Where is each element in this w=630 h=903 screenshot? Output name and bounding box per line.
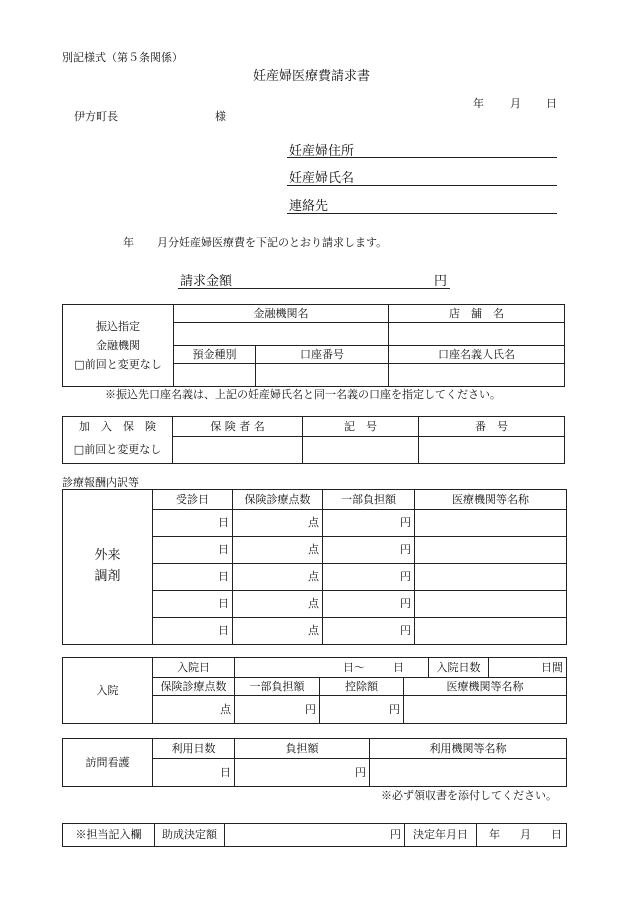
- date-year: 年: [473, 97, 484, 110]
- outpatient-facility-field[interactable]: [415, 510, 567, 537]
- bank-branch-field[interactable]: [389, 323, 565, 346]
- bank-account-number-field[interactable]: [256, 364, 389, 387]
- outpatient-header-date: 受診日: [153, 490, 233, 510]
- inpatient-days-field[interactable]: 日間: [489, 658, 567, 678]
- bank-same-checkbox[interactable]: □前回と変更なし: [74, 358, 162, 372]
- outpatient-side-label: 外来 調剤: [63, 490, 153, 645]
- form-reference: 別記様式（第５条関係）: [62, 51, 183, 64]
- visiting-nursing-facility-header: 利用機関等名称: [370, 739, 567, 759]
- outpatient-table: [62, 489, 567, 645]
- bank-side-label: 振込指定 金融機関 □前回と変更なし: [63, 305, 174, 387]
- insurance-number-header: 番 号: [419, 417, 565, 437]
- insurance-symbol-field[interactable]: [303, 437, 419, 464]
- insurance-table: [62, 416, 565, 464]
- insurance-insurer-field[interactable]: [173, 437, 303, 464]
- inpatient-deduction-field[interactable]: 円: [320, 696, 404, 724]
- office-subsidy-field[interactable]: 円: [225, 824, 405, 847]
- inpatient-days-label: 入院日数: [429, 658, 489, 678]
- bank-institution-header: 金融機関名: [174, 305, 389, 323]
- applicant-address-line[interactable]: [287, 157, 557, 158]
- outpatient-day-field[interactable]: 日: [153, 564, 233, 591]
- applicant-name-line[interactable]: [287, 185, 557, 186]
- visiting-nursing-days-header: 利用日数: [153, 739, 235, 759]
- outpatient-facility-field[interactable]: [415, 564, 567, 591]
- bank-table: [62, 304, 565, 387]
- outpatient-day-field[interactable]: 日: [153, 618, 233, 645]
- bank-institution-field[interactable]: [174, 323, 389, 346]
- claim-amount-label: 請求金額: [180, 274, 233, 289]
- request-year: 年: [123, 236, 134, 249]
- breakdown-title: 診療報酬内訳等: [62, 476, 139, 489]
- inpatient-date-range[interactable]: 日～ 日: [235, 658, 429, 678]
- inpatient-admission-label: 入院日: [153, 658, 235, 678]
- claim-amount-line[interactable]: [178, 288, 450, 289]
- applicant-name-label: 妊産婦氏名: [289, 171, 355, 186]
- outpatient-header-points: 保険診療点数: [233, 490, 323, 510]
- outpatient-points-field[interactable]: 点: [233, 591, 323, 618]
- inpatient-side-label: 入院: [63, 658, 153, 724]
- visiting-nursing-days-field[interactable]: 日: [153, 759, 235, 787]
- outpatient-day-field[interactable]: 日: [153, 537, 233, 564]
- inpatient-facility-header: 医療機関等名称: [404, 678, 567, 696]
- outpatient-day-field[interactable]: 日: [153, 591, 233, 618]
- inpatient-deduction-header: 控除額: [320, 678, 404, 696]
- date-day: 日: [546, 97, 557, 110]
- bank-account-note: ※振込先口座名義は、上記の妊産婦氏名と同一名義の口座を指定してください。: [105, 388, 501, 401]
- outpatient-facility-field[interactable]: [415, 537, 567, 564]
- applicant-contact-line[interactable]: [287, 213, 557, 214]
- visiting-nursing-facility-field[interactable]: [370, 759, 567, 787]
- insurance-insurer-header: 保 険 者 名: [173, 417, 303, 437]
- insurance-symbol-header: 記 号: [303, 417, 419, 437]
- bank-account-type-header: 預金種別: [174, 346, 256, 364]
- addressee-honorific: 様: [215, 110, 226, 123]
- outpatient-copay-field[interactable]: 円: [323, 564, 415, 591]
- outpatient-points-field[interactable]: 点: [233, 564, 323, 591]
- outpatient-facility-field[interactable]: [415, 618, 567, 645]
- inpatient-facility-field[interactable]: [404, 696, 567, 724]
- inpatient-copay-header: 一部負担額: [235, 678, 320, 696]
- outpatient-copay-field[interactable]: 円: [323, 537, 415, 564]
- outpatient-copay-field[interactable]: 円: [323, 510, 415, 537]
- bank-branch-header: 店 舗 名: [389, 305, 565, 323]
- outpatient-points-field[interactable]: 点: [233, 618, 323, 645]
- bank-account-holder-field[interactable]: [389, 364, 565, 387]
- insurance-same-checkbox[interactable]: □前回と変更なし: [63, 437, 173, 464]
- visiting-nursing-table: [62, 738, 567, 787]
- receipt-note: ※必ず領収書を添付してください。: [381, 789, 557, 802]
- bank-account-number-header: 口座番号: [256, 346, 389, 364]
- bank-account-type-field[interactable]: [174, 364, 256, 387]
- inpatient-table: [62, 657, 567, 724]
- outpatient-day-field[interactable]: 日: [153, 510, 233, 537]
- insurance-side-label: 加 入 保 険: [63, 417, 173, 437]
- form-title: 妊産婦医療費請求書: [253, 69, 371, 84]
- outpatient-points-field[interactable]: 点: [233, 537, 323, 564]
- outpatient-facility-field[interactable]: [415, 591, 567, 618]
- office-subsidy-label: 助成決定額: [155, 824, 225, 847]
- outpatient-header-copay: 一部負担額: [323, 490, 415, 510]
- visiting-nursing-side-label: 訪問看護: [63, 739, 153, 787]
- outpatient-copay-field[interactable]: 円: [323, 591, 415, 618]
- claim-amount-unit: 円: [434, 274, 448, 289]
- visiting-nursing-burden-field[interactable]: 円: [235, 759, 370, 787]
- applicant-contact-label: 連絡先: [289, 199, 329, 214]
- office-use-table: [62, 823, 567, 847]
- date-month: 月: [510, 97, 521, 110]
- inpatient-points-field[interactable]: 点: [153, 696, 235, 724]
- insurance-number-field[interactable]: [419, 437, 565, 464]
- addressee-mayor: 伊方町長: [74, 110, 118, 123]
- inpatient-points-header: 保険診療点数: [153, 678, 235, 696]
- outpatient-copay-field[interactable]: 円: [323, 618, 415, 645]
- office-decision-date-label: 決定年月日: [405, 824, 477, 847]
- outpatient-points-field[interactable]: 点: [233, 510, 323, 537]
- applicant-address-label: 妊産婦住所: [289, 144, 355, 159]
- request-sentence: 月分妊産婦医療費を下記のとおり請求します。: [157, 236, 388, 249]
- outpatient-header-facility: 医療機関等名称: [415, 490, 567, 510]
- visiting-nursing-burden-header: 負担額: [235, 739, 370, 759]
- office-use-label: ※担当記入欄: [63, 824, 155, 847]
- bank-account-holder-header: 口座名義人氏名: [389, 346, 565, 364]
- office-decision-date-field[interactable]: 年 月 日: [477, 824, 567, 847]
- inpatient-copay-field[interactable]: 円: [235, 696, 320, 724]
